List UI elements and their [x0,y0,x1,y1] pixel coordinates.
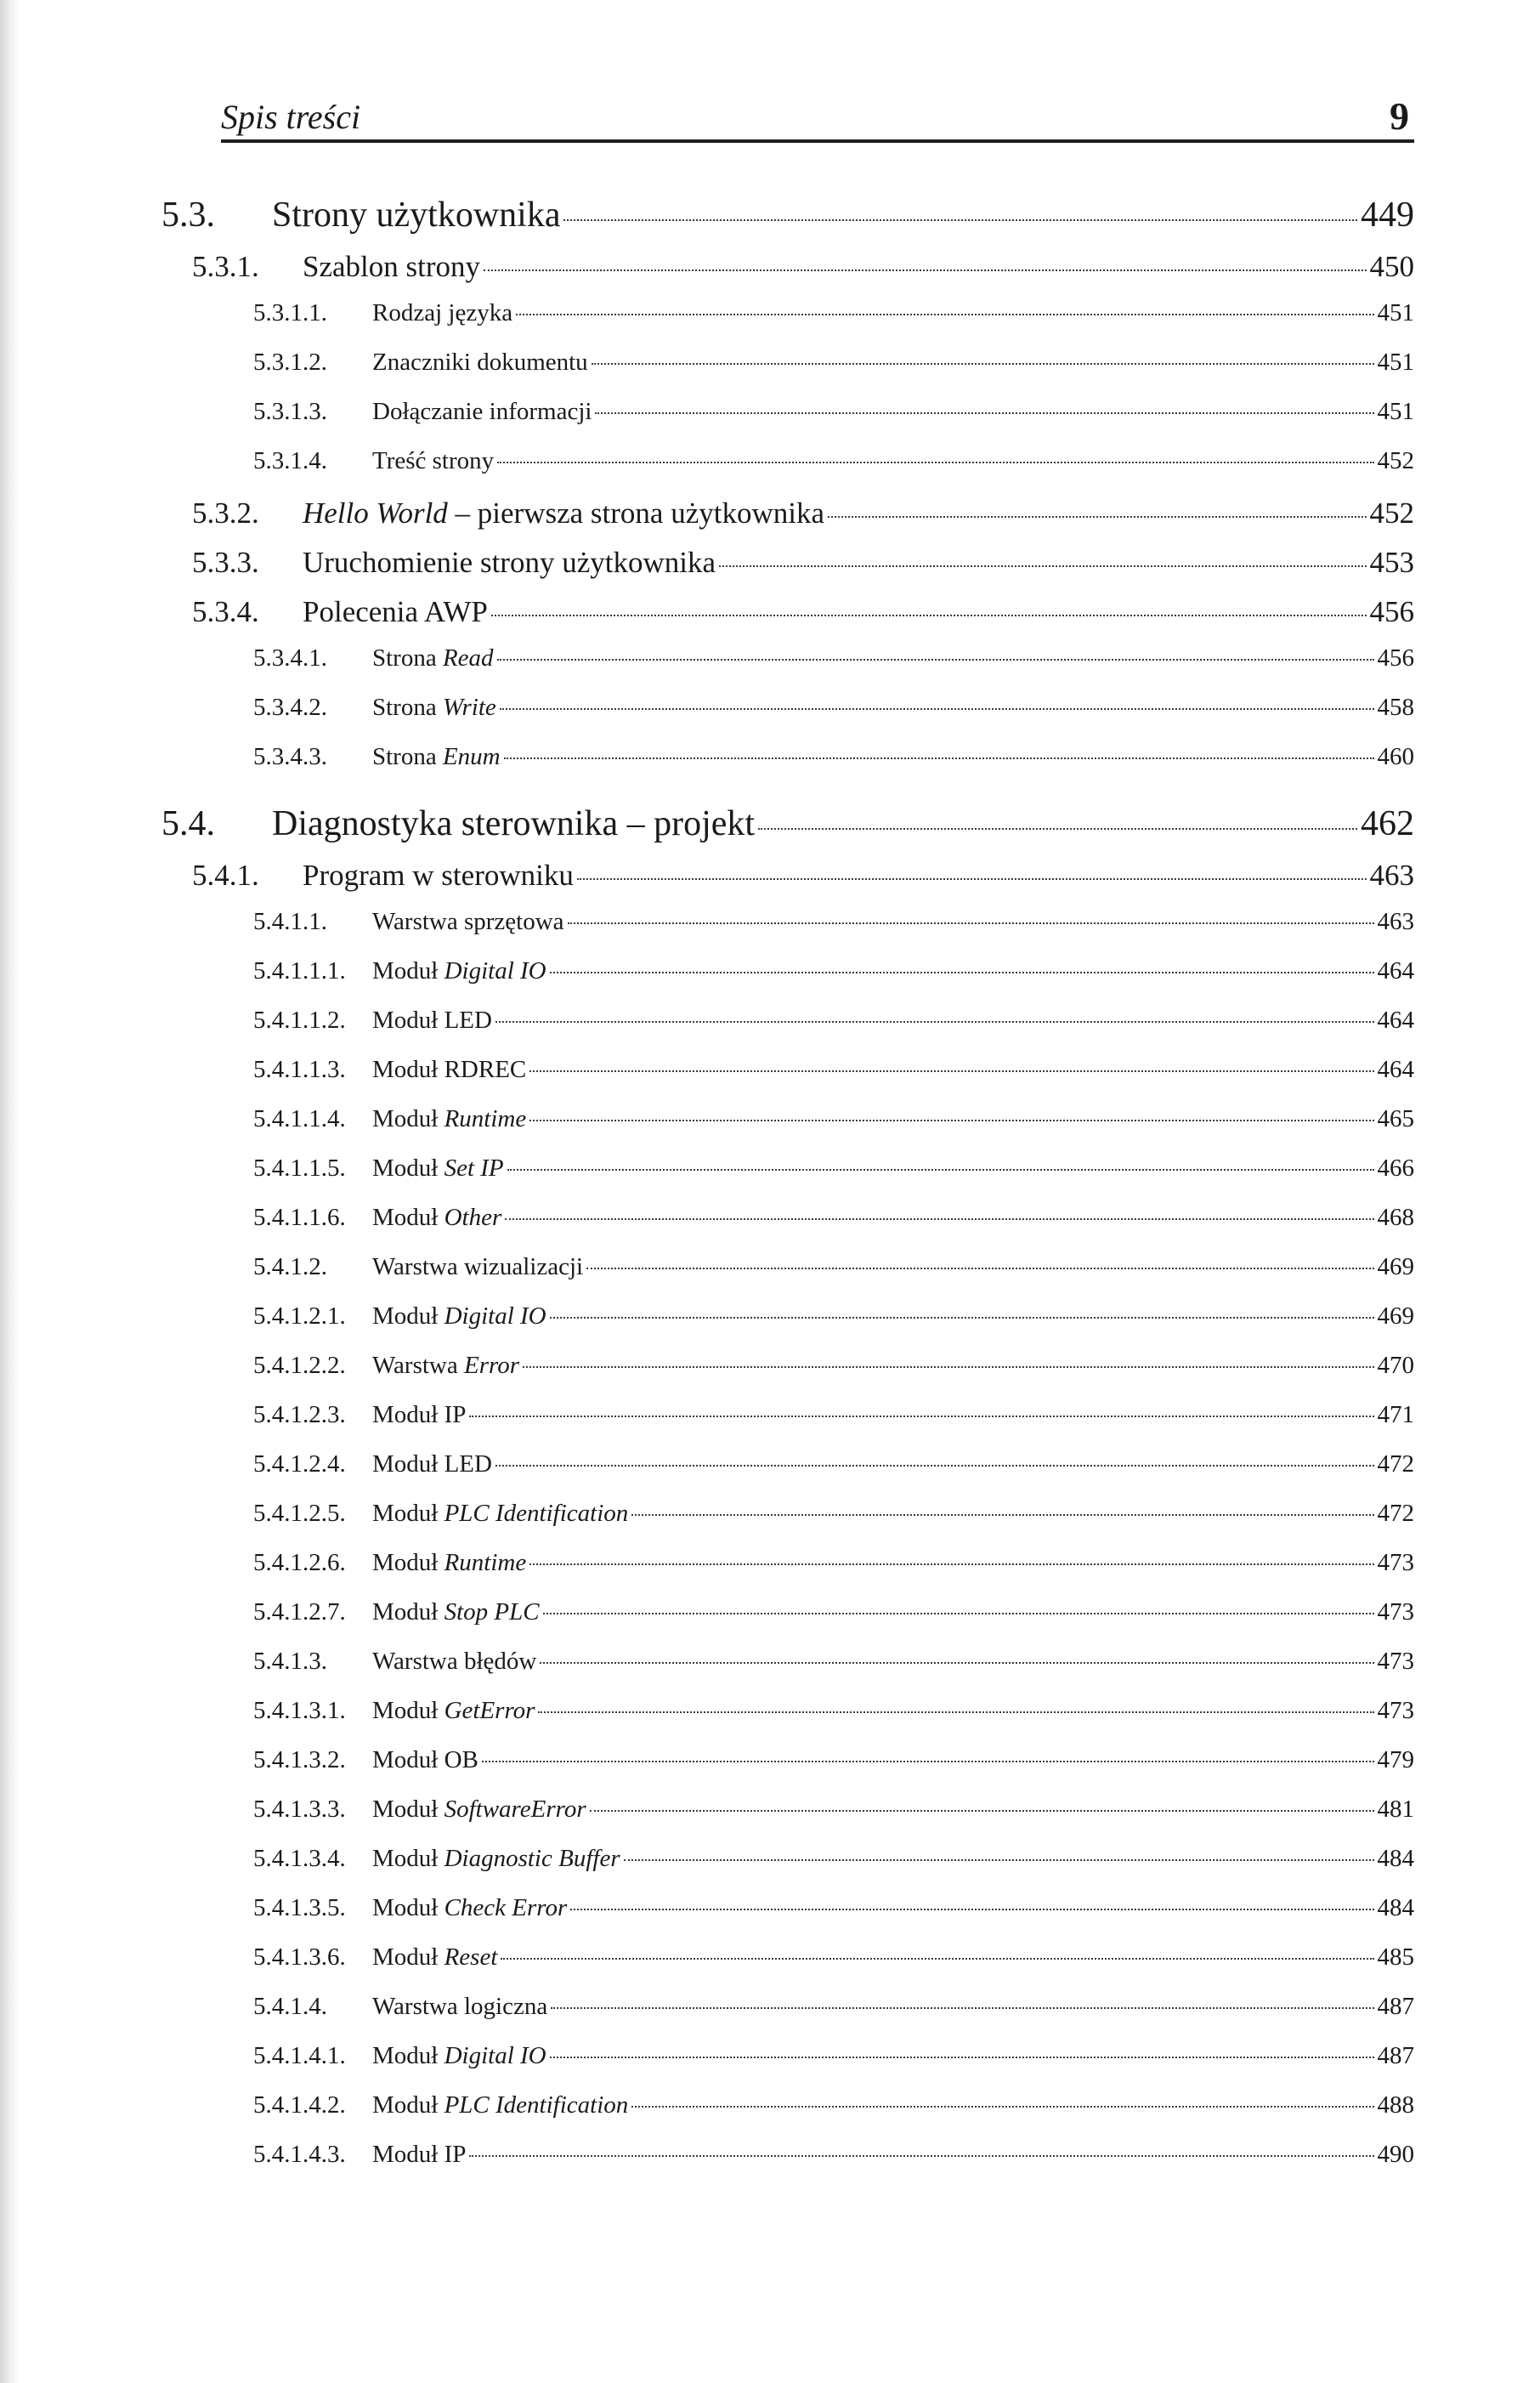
toc-entry-page: 473 [1377,1697,1414,1724]
dot-leader [563,219,1357,221]
dot-leader [586,1268,1373,1269]
toc-entry [161,1058,1414,1107]
toc-entry-page: 456 [1369,595,1414,628]
toc-entry-number: 5.4.1.2.5. [253,1500,346,1527]
dot-leader [495,1021,1374,1023]
toc-entry-page: 473 [1377,1648,1414,1675]
toc-entry-title: Polecenia AWP [303,595,488,628]
toc-entry-number: 5.3.1.4. [253,447,327,474]
toc-entry-number: 5.4.1.2.1. [253,1302,346,1330]
toc-entry [161,1699,1414,1748]
toc-entry-title-italic: Write [442,694,496,721]
toc-entry-title: Warstwa sprzętowa [372,908,564,935]
header-title: Spis treści [221,98,361,136]
toc-entry-number: 5.4.1.3.3. [253,1796,346,1823]
toc-entry-title-text: Moduł [372,1105,444,1132]
toc-entry-number: 5.4.1.4.3. [253,2141,346,2168]
toc-entry-number: 5.4.1.2. [253,1253,327,1280]
toc-entry-page: 470 [1377,1352,1414,1379]
toc-entry-page: 460 [1377,743,1414,770]
toc-entry-title-italic: Hello World [303,496,448,530]
toc-entry [161,1748,1414,1797]
toc-entry [161,1452,1414,1501]
dot-leader [523,1366,1374,1368]
toc-entry-number: 5.4.1.3.6. [253,1943,346,1971]
dot-leader [624,1859,1374,1861]
toc-entry-title: Moduł IP [372,2141,467,2168]
toc-entry-title-italic: Set IP [444,1155,504,1182]
dot-leader [529,1120,1373,1121]
toc-entry-title-text: Moduł [372,1894,444,1921]
dot-leader [595,412,1373,414]
toc-entry-number: 5.3.4.1. [253,644,327,672]
toc-entry-title-text: Moduł [372,2091,444,2119]
toc-entry-number: 5.3.4. [192,595,259,628]
toc-entry-title [372,1206,501,1230]
toc-entry-title [372,1107,526,1132]
dot-leader [505,1218,1373,1220]
toc-entry-title: Moduł RDREC [372,1056,527,1083]
toc-entry-title-text: Moduł [372,1549,444,1576]
header-rule [221,139,1414,143]
toc-entry [161,1156,1414,1206]
toc-entry-title: Treść strony [372,447,495,474]
running-header [161,92,1414,143]
toc-entry [161,252,1414,301]
toc-entry-title-italic: PLC Identification [444,1500,629,1527]
toc-entry-number: 5.4.1.1.5. [253,1155,346,1182]
toc-entry-number: 5.3.1.2. [253,349,327,376]
toc-entry-title [372,1847,620,1871]
dot-leader [631,1514,1373,1516]
toc-entry-page: 484 [1377,1894,1414,1921]
toc-entry-title-italic: Check Error [444,1894,568,1921]
toc-entry-title [372,745,501,769]
toc-entry-page: 452 [1377,447,1414,474]
toc-entry-number: 5.3.3. [192,546,259,579]
toc-entry-page: 449 [1361,196,1414,235]
toc-entry-title-italic: SoftwareError [444,1796,586,1823]
toc-entry [161,1304,1414,1353]
dot-leader [507,1169,1374,1171]
toc-entry-number: 5.4.1.3.4. [253,1845,346,1872]
toc-entry-number: 5.3.1.1. [253,299,327,326]
toc-entry-number: 5.4.1.1.3. [253,1056,346,1083]
toc-entry-page: 458 [1377,694,1414,721]
toc-entry-title: Uruchomienie strony użytkownika [303,546,716,579]
toc-entry-number: 5.4.1.4. [253,1993,327,2020]
toc-entry-page: 469 [1377,1302,1414,1330]
toc-entry-page: 471 [1377,1401,1414,1428]
toc-entry-number: 5.4.1.1.6. [253,1204,346,1231]
toc-entry-page: 469 [1377,1253,1414,1280]
toc-entry [161,2093,1414,2142]
toc-entry [161,1551,1414,1600]
toc-entry-title: Warstwa błędów [372,1648,537,1675]
toc-entry-number: 5.4.1.1. [253,908,327,935]
dot-leader [590,1810,1374,1812]
toc-entry-title-italic: Other [444,1204,502,1231]
toc-entry [161,197,1414,252]
toc-entry-page: 485 [1377,1943,1414,1971]
toc-entry-page: 462 [1361,804,1414,843]
toc-entry-title: Moduł LED [372,1450,492,1478]
toc-entry [161,548,1414,597]
toc-entry-title [372,1353,519,1378]
toc-entry-title: Rodzaj języka [372,299,513,326]
toc-entry-page: 464 [1377,1007,1414,1034]
dot-leader [577,878,1367,880]
toc-entry-page: 472 [1377,1500,1414,1527]
toc-entry [161,1255,1414,1304]
dot-leader [543,1613,1374,1614]
toc-entry-title: Moduł IP [372,1401,467,1428]
toc-entry-title-italic: GetError [444,1697,535,1724]
toc-entry-title-italic: Digital IO [444,2042,546,2069]
toc-entry-page: 456 [1377,644,1414,672]
toc-entry [161,449,1414,498]
toc-entry-title: Diagnostyka sterownika – projekt [272,804,756,843]
toc-entry-title [372,959,546,984]
toc-entry-page: 473 [1377,1598,1414,1626]
dot-leader [551,2007,1373,2009]
toc-entry-page: 465 [1377,1105,1414,1132]
toc-entry-page: 450 [1369,250,1414,283]
toc-entry-title-italic: Reset [444,1943,498,1971]
toc-entry [161,745,1414,794]
toc-entry-title-text: Moduł [372,1598,444,1626]
toc-entry-page: 452 [1369,496,1414,530]
dot-leader [529,1563,1373,1565]
toc-entry-title-text: Moduł [372,1845,444,1872]
toc-entry-title [372,1945,497,1970]
toc-entry-title-text: – pierwsza strona użytkownika [447,496,825,530]
dot-leader [495,1465,1374,1467]
page-spine-shadow [0,0,19,2383]
table-of-contents [161,197,1414,2192]
toc-entry-page: 487 [1377,1993,1414,2020]
toc-entry-title-text: Moduł [372,2042,444,2069]
toc-entry [161,1206,1414,1255]
toc-entry-number: 5.4.1.2.3. [253,1401,346,1428]
dot-leader [540,1662,1373,1664]
toc-entry-number: 5.4.1.4.2. [253,2091,346,2119]
toc-entry-page: 464 [1377,1056,1414,1083]
toc-entry [161,1600,1414,1649]
toc-entry [161,1896,1414,1945]
toc-entry-title: Program w sterowniku [303,859,574,892]
toc-entry-page: 473 [1377,1549,1414,1576]
toc-entry [161,695,1414,745]
toc-entry-title-italic: Runtime [444,1105,527,1132]
toc-entry-title-text: Moduł [372,1697,444,1724]
toc-entry-page: 451 [1377,299,1414,326]
dot-leader [529,1070,1373,1072]
dot-leader [568,922,1374,924]
toc-entry-page: 484 [1377,1845,1414,1872]
toc-entry-number: 5.4.1.2.7. [253,1598,346,1626]
toc-entry-title [372,1551,526,1575]
dot-leader [501,1958,1373,1960]
toc-entry-title [372,1797,586,1822]
toc-entry-title [372,695,496,720]
toc-entry-page: 451 [1377,349,1414,376]
toc-entry-number: 5.4.1.2.4. [253,1450,346,1478]
dot-leader [570,1909,1373,1910]
toc-entry-title [372,1304,546,1329]
toc-entry [161,910,1414,959]
toc-entry-title-text: Moduł [372,1500,444,1527]
dot-leader [504,757,1374,759]
toc-entry-number: 5.4.1.1.4. [253,1105,346,1132]
toc-entry-title-text: Strona [372,743,443,770]
toc-entry-title [372,2093,628,2118]
toc-entry-title-text: Moduł [372,1204,444,1231]
toc-entry-title [303,498,824,528]
toc-entry [161,1403,1414,1452]
toc-entry-title [372,1156,504,1181]
toc-entry-title [372,1501,628,1526]
toc-entry [161,301,1414,350]
dot-leader [500,708,1374,710]
toc-entry [161,1994,1414,2044]
dot-leader [538,1711,1373,1713]
toc-entry-number: 5.3.1.3. [253,398,327,425]
toc-entry-title: Strony użytkownika [272,196,561,235]
toc-entry-page: 453 [1369,546,1414,579]
toc-entry-title-italic: Runtime [444,1549,527,1576]
toc-entry-title: Warstwa logiczna [372,1993,548,2020]
toc-entry-number: 5.3.1. [192,250,259,283]
dot-leader [484,270,1366,271]
toc-entry [161,1797,1414,1847]
toc-entry-number: 5.4.1.3. [253,1648,327,1675]
toc-entry-title-italic: Error [464,1352,519,1379]
dot-leader [592,363,1374,365]
toc-entry-number: 5.4.1.1.1. [253,957,346,984]
dot-leader [516,314,1373,315]
dot-leader [550,2057,1374,2058]
dot-leader [497,659,1374,661]
toc-entry [161,1353,1414,1403]
toc-entry [161,350,1414,400]
toc-entry-title-text: Strona [372,644,443,672]
toc-entry-title [372,1699,535,1723]
toc-entry-title-text: Strona [372,694,443,721]
dot-leader [491,615,1367,616]
toc-entry [161,597,1414,646]
toc-entry-title: Znaczniki dokumentu [372,349,588,376]
toc-entry-number: 5.3.2. [192,496,259,530]
toc-entry-page: 487 [1377,2042,1414,2069]
toc-entry-title: Moduł OB [372,1746,478,1773]
toc-entry-title-italic: Read [442,644,494,672]
dot-leader [482,1761,1374,1762]
dot-leader [550,1317,1374,1319]
dot-leader [828,516,1366,518]
toc-entry-title-text: Moduł [372,957,444,984]
toc-entry-number: 5.3.4.3. [253,743,327,770]
toc-entry-title: Moduł LED [372,1007,492,1034]
dot-leader [631,2106,1373,2108]
toc-entry-number: 5.4.1.2.2. [253,1352,346,1379]
toc-entry-title: Warstwa wizualizacji [372,1253,584,1280]
toc-entry-page: 481 [1377,1796,1414,1823]
toc-entry-title-italic: PLC Identification [444,2091,629,2119]
toc-entry [161,2142,1414,2192]
toc-entry-number: 5.4.1.4.1. [253,2042,346,2069]
dot-leader [550,972,1374,973]
toc-entry [161,1945,1414,1994]
toc-entry-title-text: Moduł [372,1155,444,1182]
toc-entry-number: 5.3.4.2. [253,694,327,721]
toc-entry [161,1501,1414,1551]
toc-entry [161,646,1414,695]
toc-entry-number: 5.4.1.2.6. [253,1549,346,1576]
toc-entry-title-italic: Stop PLC [444,1598,540,1626]
toc-entry [161,498,1414,548]
toc-entry-number: 5.3. [161,196,215,235]
toc-entry [161,1107,1414,1156]
toc-entry-number: 5.4.1.3.1. [253,1697,346,1724]
dot-leader [469,2155,1373,2157]
toc-entry-title-text: Moduł [372,1796,444,1823]
toc-entry-page: 490 [1377,2141,1414,2168]
dot-leader [758,828,1357,830]
toc-entry-title [372,1600,540,1625]
toc-entry-title: Dołączanie informacji [372,398,592,425]
toc-entry-title-text: Moduł [372,1302,444,1330]
toc-entry-page: 463 [1377,908,1414,935]
toc-entry [161,1649,1414,1699]
toc-entry [161,2044,1414,2093]
dot-leader [719,565,1366,567]
toc-entry-title-italic: Digital IO [444,957,546,984]
dot-leader [469,1416,1373,1417]
dot-leader [497,462,1373,463]
toc-entry-page: 479 [1377,1746,1414,1773]
toc-entry-number: 5.4.1.1.2. [253,1007,346,1034]
toc-entry-page: 472 [1377,1450,1414,1478]
toc-entry [161,806,1414,860]
toc-entry-number: 5.4. [161,804,215,843]
toc-entry [161,1847,1414,1896]
toc-entry-title [372,646,494,671]
toc-entry [161,959,1414,1008]
toc-entry-title-italic: Diagnostic Buffer [444,1845,620,1872]
toc-entry-page: 463 [1369,859,1414,892]
toc-entry-title-italic: Digital IO [444,1302,546,1330]
toc-entry-number: 5.4.1. [192,859,259,892]
toc-entry [161,400,1414,449]
toc-entry-title [372,1896,567,1921]
toc-entry [161,1008,1414,1058]
toc-entry-title-text: Moduł [372,1943,444,1971]
toc-entry-page: 466 [1377,1155,1414,1182]
toc-entry [161,860,1414,910]
toc-entry-page: 468 [1377,1204,1414,1231]
toc-entry-page: 464 [1377,957,1414,984]
toc-entry-number: 5.4.1.3.2. [253,1746,346,1773]
toc-entry-title [372,2044,546,2068]
toc-entry-title: Szablon strony [303,250,481,283]
header-page-number: 9 [1390,94,1409,138]
toc-entry-page: 488 [1377,2091,1414,2119]
toc-entry-title-italic: Enum [442,743,501,770]
toc-entry-number: 5.4.1.3.5. [253,1894,346,1921]
toc-entry-page: 451 [1377,398,1414,425]
toc-entry-title-text: Warstwa [372,1352,464,1379]
